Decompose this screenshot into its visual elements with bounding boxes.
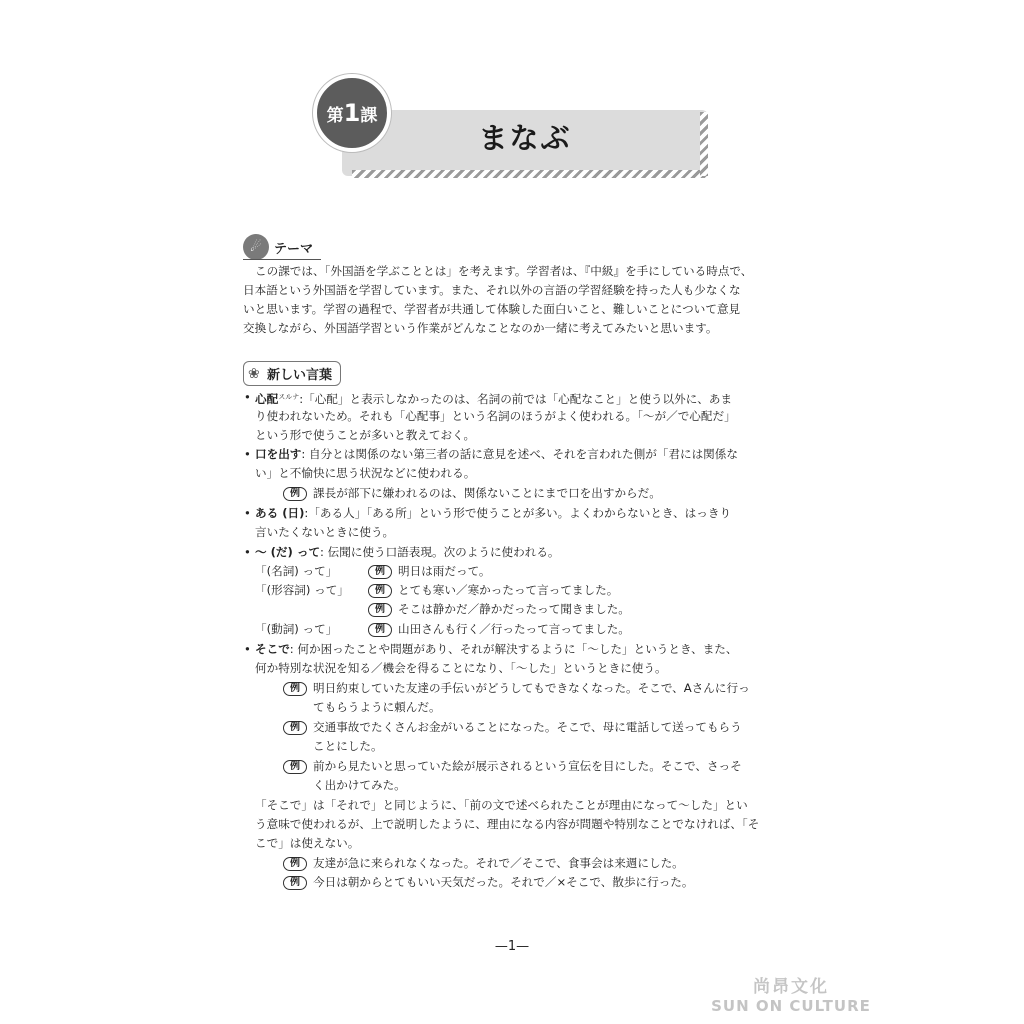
example-badge: 例 [368, 584, 392, 598]
entry-text: : 伝聞に使う口語表現。次のように使われる。 [320, 545, 560, 559]
example-line [283, 854, 684, 873]
bullet: • [244, 506, 251, 520]
badge-suffix: 課 [360, 106, 378, 126]
lesson-title: まなぶ [478, 121, 572, 155]
note-line: 「そこで」は「それで」と同じように、「前の文で述べられたことが理由になって～した」とい [255, 798, 748, 812]
example-line [283, 718, 742, 737]
example-text: 今日は朝からとてもいい天気だった。それで／×そこで、散歩に行った。 [313, 875, 694, 889]
watermark-cn: 尚昂文化 [753, 977, 829, 997]
note-line: こで」は使えない。 [255, 836, 360, 850]
vocab-heading [243, 361, 341, 386]
page-number: —1— [494, 939, 530, 954]
entry-text: :「心配」と表示しなかったのは、名詞の前では「心配なこと」と使う以外に、あま [299, 392, 733, 406]
form-label: 「(名詞) って」 [255, 564, 338, 578]
note-line: う意味で使われるが、上で説明したように、理由になる内容が問題や特別なことでなければ、「そ [255, 817, 760, 831]
watermark-en: SUN ON CULTURE [711, 997, 871, 1015]
example-badge: 例 [368, 623, 392, 637]
example-line [368, 600, 630, 619]
badge-number: 1 [343, 99, 361, 127]
entry-text: り使われないため。それも「心配事」という名詞のほうがよく使われる。「～が／で心配だ」 [255, 409, 736, 423]
theme-heading-label: テーマ [274, 241, 314, 257]
example-text: 課長が部下に嫌われるのは、関係ないことにまで口を出すからだ。 [313, 486, 661, 500]
example-badge: 例 [368, 565, 392, 579]
example-text: 前から見たいと思っていた絵が展示されるという宣伝を目にした。そこで、さっそ [313, 759, 742, 773]
vocab-heading-label: 新しい言葉 [267, 368, 333, 383]
entry-text: という形で使うことが多いと教えておく。 [255, 428, 476, 442]
entry-aru [244, 504, 732, 523]
entry-text: 言いたくないときに使う。 [255, 525, 395, 539]
example-line [368, 562, 491, 581]
example-text: く出かけてみた。 [313, 778, 406, 792]
sprout-icon: ❀ [248, 365, 260, 382]
example-badge: 例 [283, 857, 307, 871]
example-line [283, 873, 694, 892]
example-text: 明日は雨だって。 [398, 564, 491, 578]
entry-text: 何か特別な状況を知る／機会を得ることになり、「～した」というときに使う。 [255, 661, 667, 675]
entry-term: 口を出す [255, 447, 302, 461]
entry-text: :「ある人」「ある所」という形で使うことが多い。よくわからないとき、はっきり [304, 506, 732, 520]
example-badge: 例 [283, 721, 307, 735]
banner-stripe-bottom [352, 170, 708, 178]
theme-heading [243, 234, 313, 260]
example-line [283, 484, 661, 503]
example-text: 友達が急に来られなくなった。それで／そこで、食事会は来週にした。 [313, 856, 684, 870]
entry-sokode [244, 640, 738, 659]
example-text: 山田さんも行く／行ったって言ってました。 [398, 622, 630, 636]
example-text: 明日約束していた友達の手伝いがどうしてもできなくなった。そこで、Aさんに行っ [313, 681, 750, 695]
entry-kuchi [244, 445, 738, 464]
example-badge: 例 [283, 682, 307, 696]
example-text: そこは静かだ／静かだったって聞きました。 [398, 602, 630, 616]
entry-term: そこで [255, 642, 290, 656]
example-badge: 例 [283, 487, 307, 501]
entry-text: : 何か困ったことや問題があり、それが解決するように「～した」というとき、また、 [289, 642, 738, 656]
publisher-watermark [706, 972, 876, 1015]
example-line [283, 679, 750, 698]
lesson-number-badge [313, 74, 391, 152]
na-tag: ナ [292, 393, 300, 401]
entry-datte [244, 543, 560, 562]
theme-line-4: 交換しながら、外国語学習という作業がどんなことなのか一緒に考えてみたいと思います。 [243, 321, 718, 335]
bullet: • [244, 545, 251, 559]
example-line [368, 581, 618, 600]
example-line [368, 620, 630, 639]
suru-tag: スル [278, 393, 293, 401]
example-text: 交通事故でたくさんお金がいることになった。そこで、母に電話して送ってもらう [313, 720, 742, 734]
theme-line-2: 日本語という外国語を学習しています。また、それ以外の言語の学習経験を持った人も少なくな [243, 283, 741, 297]
theme-line-1: この課では、「外国語を学ぶこととは」を考えます。学習者は、『中級』を手にしている時点で、 [255, 264, 753, 278]
entry-text: い」と不愉快に思う状況などに使われる。 [255, 466, 476, 480]
book-reader-icon: ☄ [243, 234, 269, 260]
entry-text: : 自分とは関係のない第三者の話に意見を述べ、それを言われた側が「君には関係な [301, 447, 738, 461]
form-label: 「(形容詞) って」 [255, 583, 349, 597]
form-label: 「(動詞) って」 [255, 622, 338, 636]
theme-underline [243, 259, 321, 260]
example-badge: 例 [283, 876, 307, 890]
example-text: とても寒い／寒かったって言ってました。 [398, 583, 619, 597]
bullet: • [244, 447, 251, 461]
bullet: • [244, 642, 251, 656]
bullet: • [244, 390, 251, 404]
theme-line-3: いと思います。学習の過程で、学習者が共通して体験した面白いこと、難しいことについて意見 [243, 302, 741, 316]
example-text: てもらうように頼んだ。 [313, 700, 441, 714]
badge-prefix: 第 [326, 106, 344, 126]
example-badge: 例 [283, 760, 307, 774]
entry-term: ある (日) [255, 506, 305, 520]
example-text: ことにした。 [313, 739, 383, 753]
entry-term: 心配 [255, 392, 279, 406]
entry-term: ～ (だ) って [255, 545, 321, 559]
example-badge: 例 [368, 603, 392, 617]
example-line [283, 757, 742, 776]
